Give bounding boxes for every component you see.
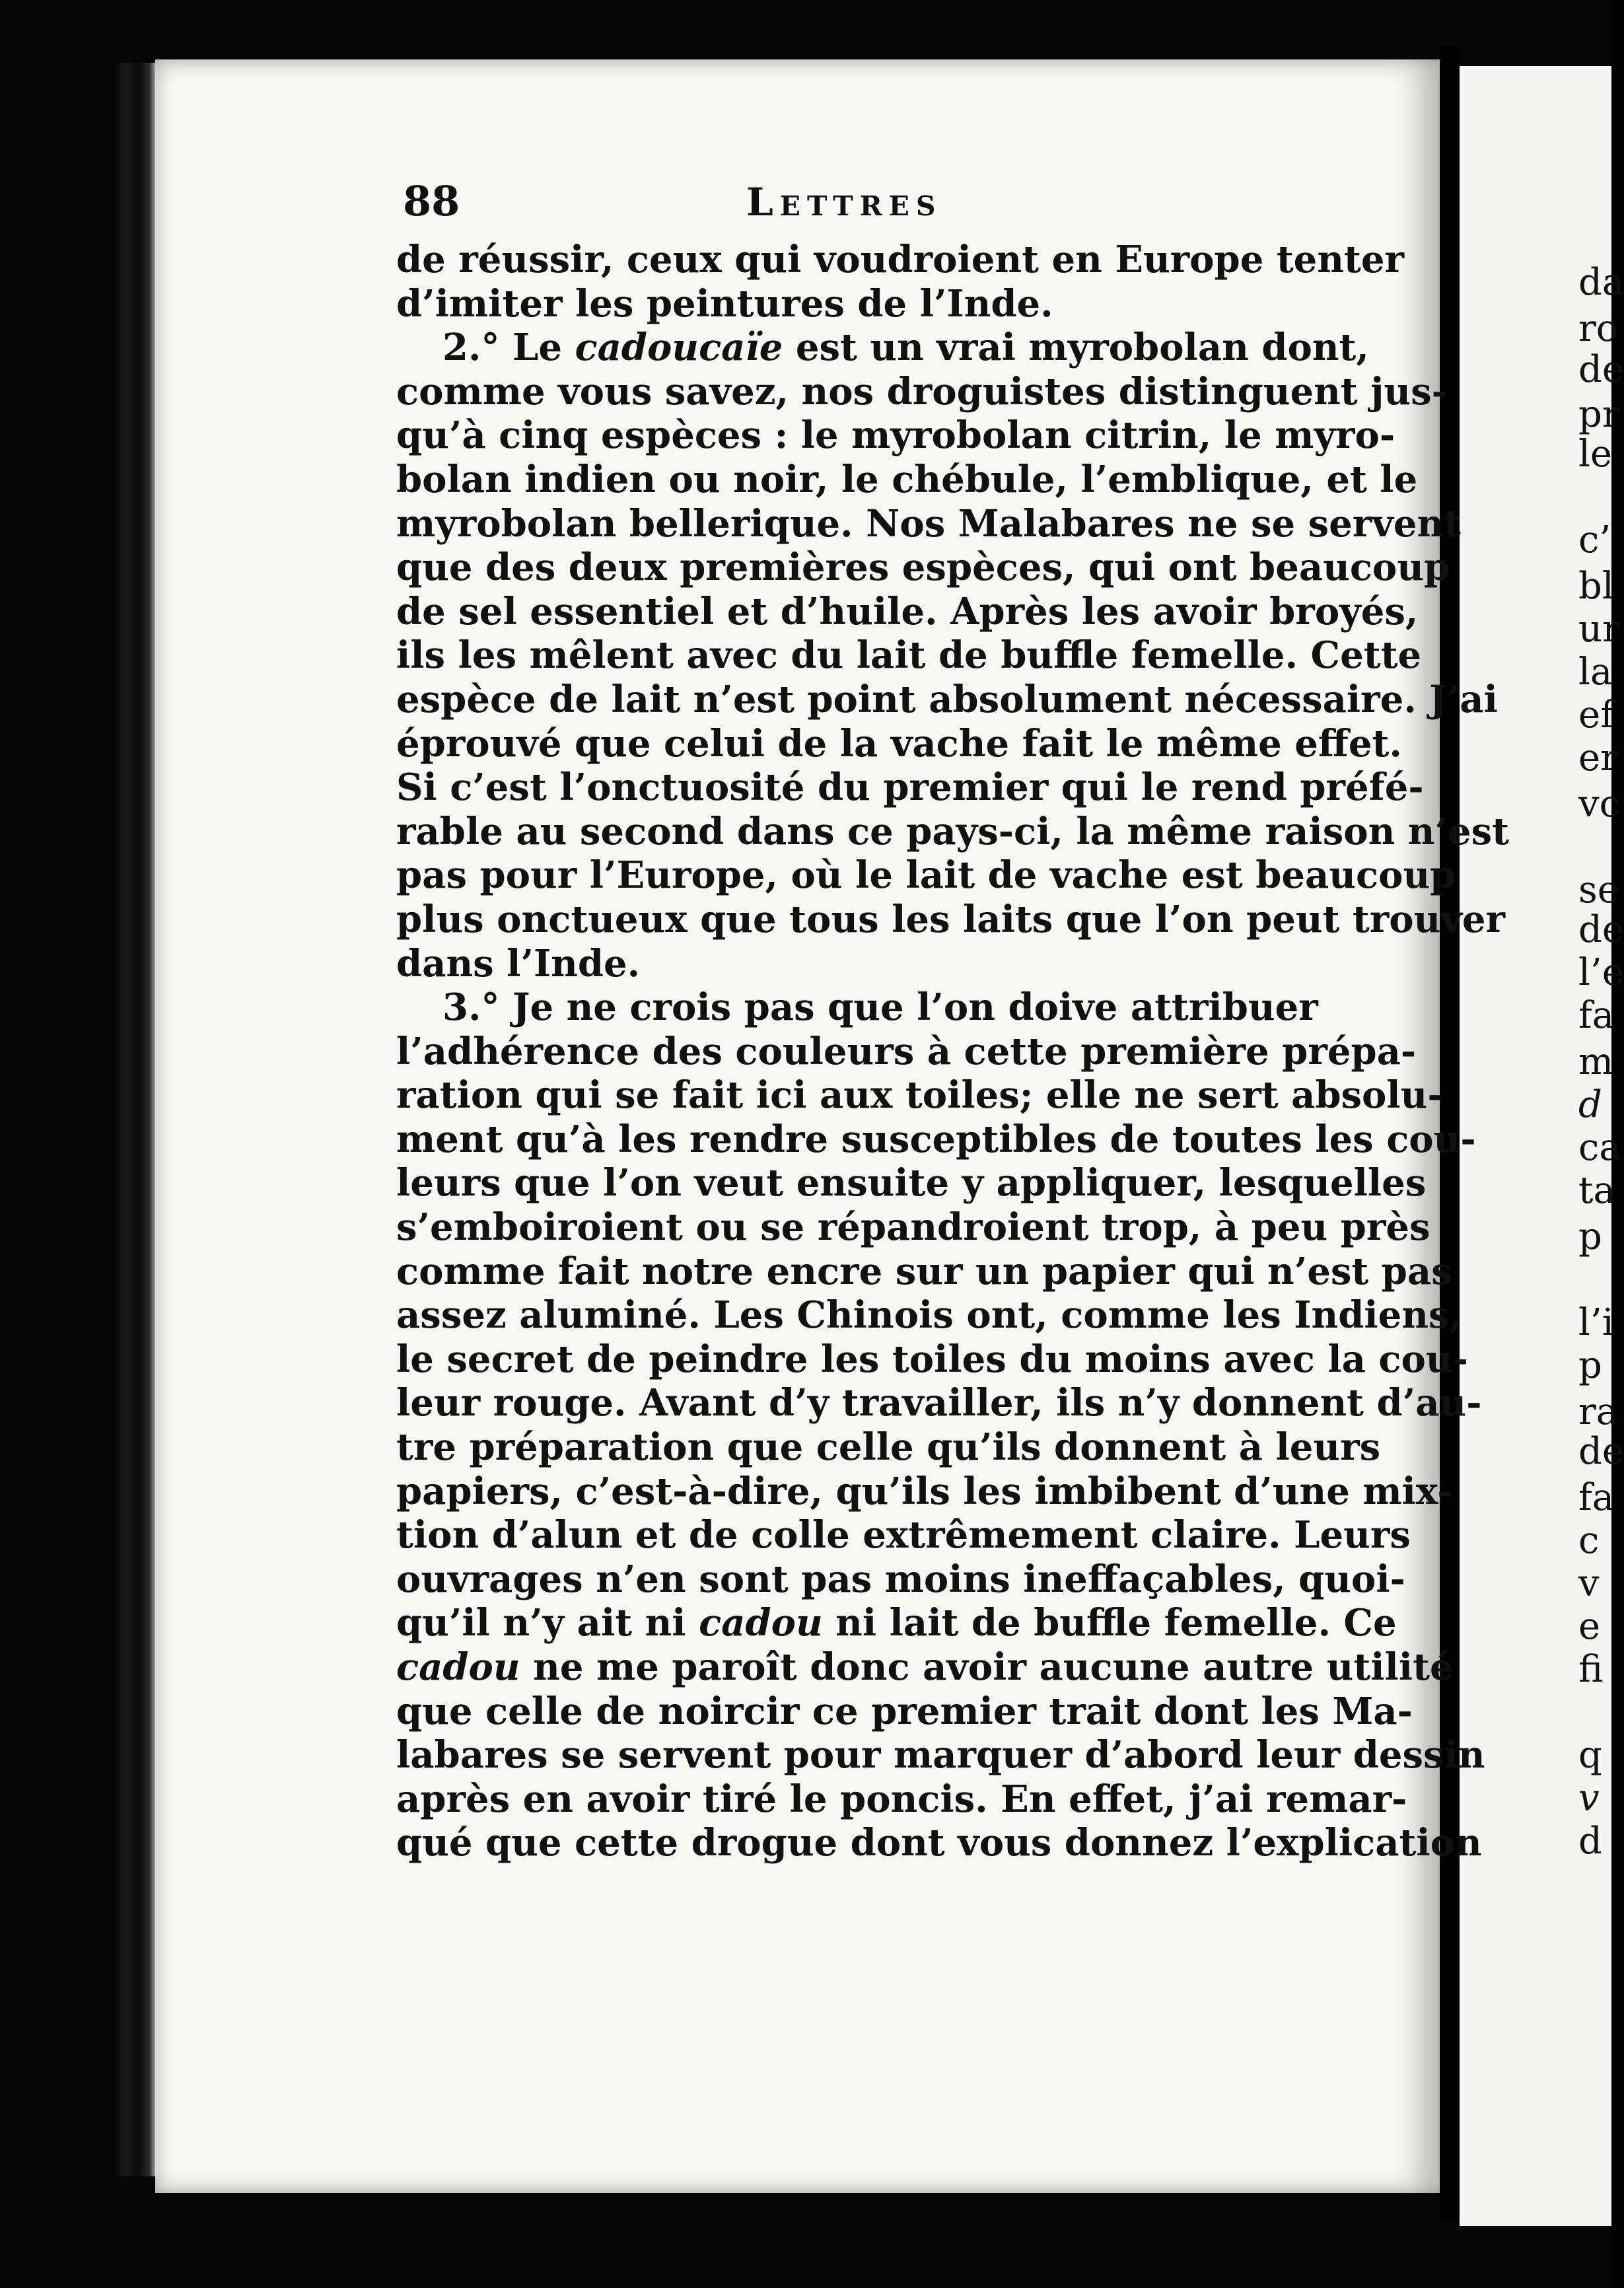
text-segment: ni lait de buffle femelle. Ce [822, 1601, 1397, 1645]
text-segment: 2.° Le [442, 326, 575, 370]
facing-page-fragment: bl [1578, 565, 1614, 608]
page-number: 88 [403, 177, 460, 225]
text-line [396, 1821, 1482, 1865]
facing-page-fragment: m [1578, 1040, 1614, 1083]
facing-page-fragment: l’i [1578, 1301, 1614, 1344]
text-segment: de réussir, ceux qui voudroient en Europe tenter [396, 238, 1405, 281]
facing-page-fragment: de [1578, 1430, 1624, 1473]
facing-page-fragment: le [1578, 433, 1613, 476]
text-line [396, 721, 1402, 766]
text-line [396, 413, 1395, 458]
facing-page-fragment: q [1578, 1734, 1602, 1777]
text-line [396, 1557, 1405, 1602]
text-line [396, 809, 1510, 854]
text-segment: qu’il n’y ait ni [396, 1601, 699, 1645]
text-segment: éprouvé que celui de la vache fait le même effet. [396, 721, 1402, 766]
text-line [396, 589, 1419, 634]
text-segment: 3.° Je ne crois pas que l’on doive attribuer [442, 985, 1318, 1030]
facing-page-fragment: de [1578, 348, 1624, 391]
facing-page-fragment: fa [1578, 994, 1615, 1037]
facing-page-fragment: pr [1578, 393, 1620, 436]
text-line [396, 1469, 1453, 1514]
facing-page-fragment: p [1578, 1215, 1602, 1258]
text-line [396, 1249, 1452, 1294]
facing-page-fragment: d [1578, 1820, 1602, 1863]
text-line [396, 853, 1456, 898]
text-segment: ne me paroît donc avoir aucune autre utilité [520, 1645, 1454, 1689]
text-line [396, 1733, 1485, 1777]
text-line [396, 1601, 1397, 1645]
text-segment: le secret de peindre les toiles du moins avec la cou- [396, 1337, 1468, 1381]
facing-page-fragment: d [1578, 1083, 1602, 1126]
facing-page-fragment: ur [1578, 608, 1620, 651]
facing-page-fragment: la [1578, 651, 1613, 694]
text-line [396, 677, 1498, 722]
facing-page-fragment: ta [1578, 1169, 1615, 1212]
text-segment: rable au second dans ce pays-ci, la même raison n’est [396, 809, 1510, 853]
text-segment: leurs que l’on veut ensuite y appliquer, lesquelles [396, 1161, 1427, 1205]
italic-term: cadou [396, 1645, 520, 1689]
text-segment: qué que cette drogue dont vous donnez l’explication [396, 1821, 1482, 1865]
text-segment: leur rouge. Avant d’y travailler, ils n’y donnent d’au- [396, 1381, 1482, 1425]
text-line [396, 1381, 1482, 1425]
text-segment: Si c’est l’onctuosité du premier qui le rend préfé- [396, 766, 1424, 810]
text-segment: tre préparation que celle qu’ils donnent à leurs [396, 1425, 1381, 1470]
text-line [396, 1689, 1413, 1734]
text-line [396, 282, 1301, 326]
running-title: Lettres [746, 180, 942, 225]
text-segment: l’adhérence des couleurs à cette première prépa- [396, 1029, 1417, 1073]
facing-page-fragment: fa [1578, 1476, 1615, 1519]
text-segment: de sel essentiel et d’huile. Après les avoir broyés, [396, 589, 1419, 633]
text-line [396, 501, 1462, 546]
text-line [396, 897, 1506, 942]
italic-term: cadoucaïe [575, 326, 783, 370]
text-line [396, 238, 1405, 282]
facing-page-fragment: ef [1578, 694, 1614, 736]
facing-page-fragment: v [1578, 1562, 1600, 1605]
text-segment: assez aluminé. Les Chinois ont, comme les Indiens, [396, 1293, 1462, 1338]
facing-page-fragment: se [1578, 869, 1619, 912]
text-line [396, 1645, 1454, 1690]
text-segment: myrobolan bellerique. Nos Malabares ne se servent [396, 501, 1462, 546]
text-segment: après en avoir tiré le poncis. En effet, j’ai remar- [396, 1777, 1407, 1821]
text-line [396, 1293, 1462, 1338]
text-line [396, 1205, 1430, 1250]
facing-page-fragment: ca [1578, 1126, 1621, 1169]
facing-page-edge [1460, 66, 1624, 2226]
text-line [396, 1161, 1427, 1205]
text-line [396, 1513, 1411, 1557]
text-segment: tion d’alun et de colle extrêmement claire. Leurs [396, 1513, 1411, 1557]
text-segment: ouvrages n’en sont pas moins ineffaçables, quoi- [396, 1557, 1405, 1601]
facing-page-fragment: er [1578, 736, 1618, 779]
text-segment: bolan indien ou noir, le chébule, l’emblique, et le [396, 457, 1418, 501]
text-segment: comme vous savez, nos droguistes distinguent jus- [396, 369, 1447, 413]
text-segment: pas pour l’Europe, où le lait de vache est beaucoup [396, 853, 1456, 898]
text-segment: papiers, c’est-à-dire, qu’ils les imbibent d’une mix- [396, 1469, 1453, 1513]
text-line [396, 326, 1369, 370]
facing-page-fragment: v [1578, 1777, 1600, 1820]
text-segment: que des deux premières espèces, qui ont beaucoup [396, 546, 1450, 590]
text-line [396, 1029, 1417, 1074]
text-line [396, 1425, 1381, 1470]
text-line [396, 369, 1447, 414]
text-segment: que celle de noircir ce premier trait dont les Ma- [396, 1689, 1413, 1733]
text-segment: labares se servent pour marquer d’abord leur dessin [396, 1733, 1485, 1777]
text-segment: ils les mêlent avec du lait de buffle femelle. Cette [396, 633, 1422, 678]
facing-page-fragment: ro [1578, 307, 1619, 350]
facing-page-fragment: l’e [1578, 951, 1624, 994]
text-segment: ment qu’à les rendre susceptibles de toutes les cou- [396, 1117, 1476, 1161]
facing-page-fragment: da [1578, 261, 1624, 304]
text-line [396, 633, 1422, 678]
facing-page-fragment: p [1578, 1344, 1602, 1387]
facing-page-fragment: vc [1578, 783, 1620, 826]
text-line [396, 1777, 1407, 1822]
text-segment: ration qui se fait ici aux toiles; elle ne sert absolu- [396, 1073, 1443, 1118]
text-line [396, 1117, 1476, 1162]
facing-page-fragment: e [1578, 1605, 1601, 1648]
text-line [396, 942, 1301, 986]
page-header [403, 177, 1314, 230]
text-segment: s’emboiroient ou se répandroient trop, à peu près [396, 1205, 1430, 1250]
text-segment: d’imiter les peintures de l’Inde. [396, 281, 1053, 326]
text-line [396, 546, 1450, 590]
facing-page-fragment: ra [1578, 1390, 1619, 1433]
text-line [396, 1337, 1468, 1382]
text-line [396, 1073, 1443, 1118]
text-segment: dans l’Inde. [396, 941, 641, 985]
facing-page-fragment: c [1578, 1519, 1600, 1562]
italic-term: cadou [699, 1601, 823, 1645]
text-line [396, 457, 1418, 502]
book-spine-edge [112, 63, 159, 2176]
body-text [396, 238, 1510, 1865]
text-segment: qu’à cinq espèces : le myrobolan citrin, le myro- [396, 413, 1395, 458]
text-line [396, 985, 1318, 1030]
facing-page-fragment: c’ [1578, 518, 1611, 561]
text-segment: comme fait notre encre sur un papier qui n’est pas [396, 1249, 1452, 1293]
text-segment: est un vrai myrobolan dont, [783, 326, 1369, 370]
facing-page-fragment: fi [1578, 1648, 1604, 1691]
text-segment: plus onctueux que tous les laits que l’on peut trouver [396, 897, 1506, 941]
text-line [396, 766, 1424, 810]
facing-page-fragment: de [1578, 908, 1624, 951]
text-segment: espèce de lait n’est point absolument nécessaire. J’ai [396, 677, 1498, 721]
